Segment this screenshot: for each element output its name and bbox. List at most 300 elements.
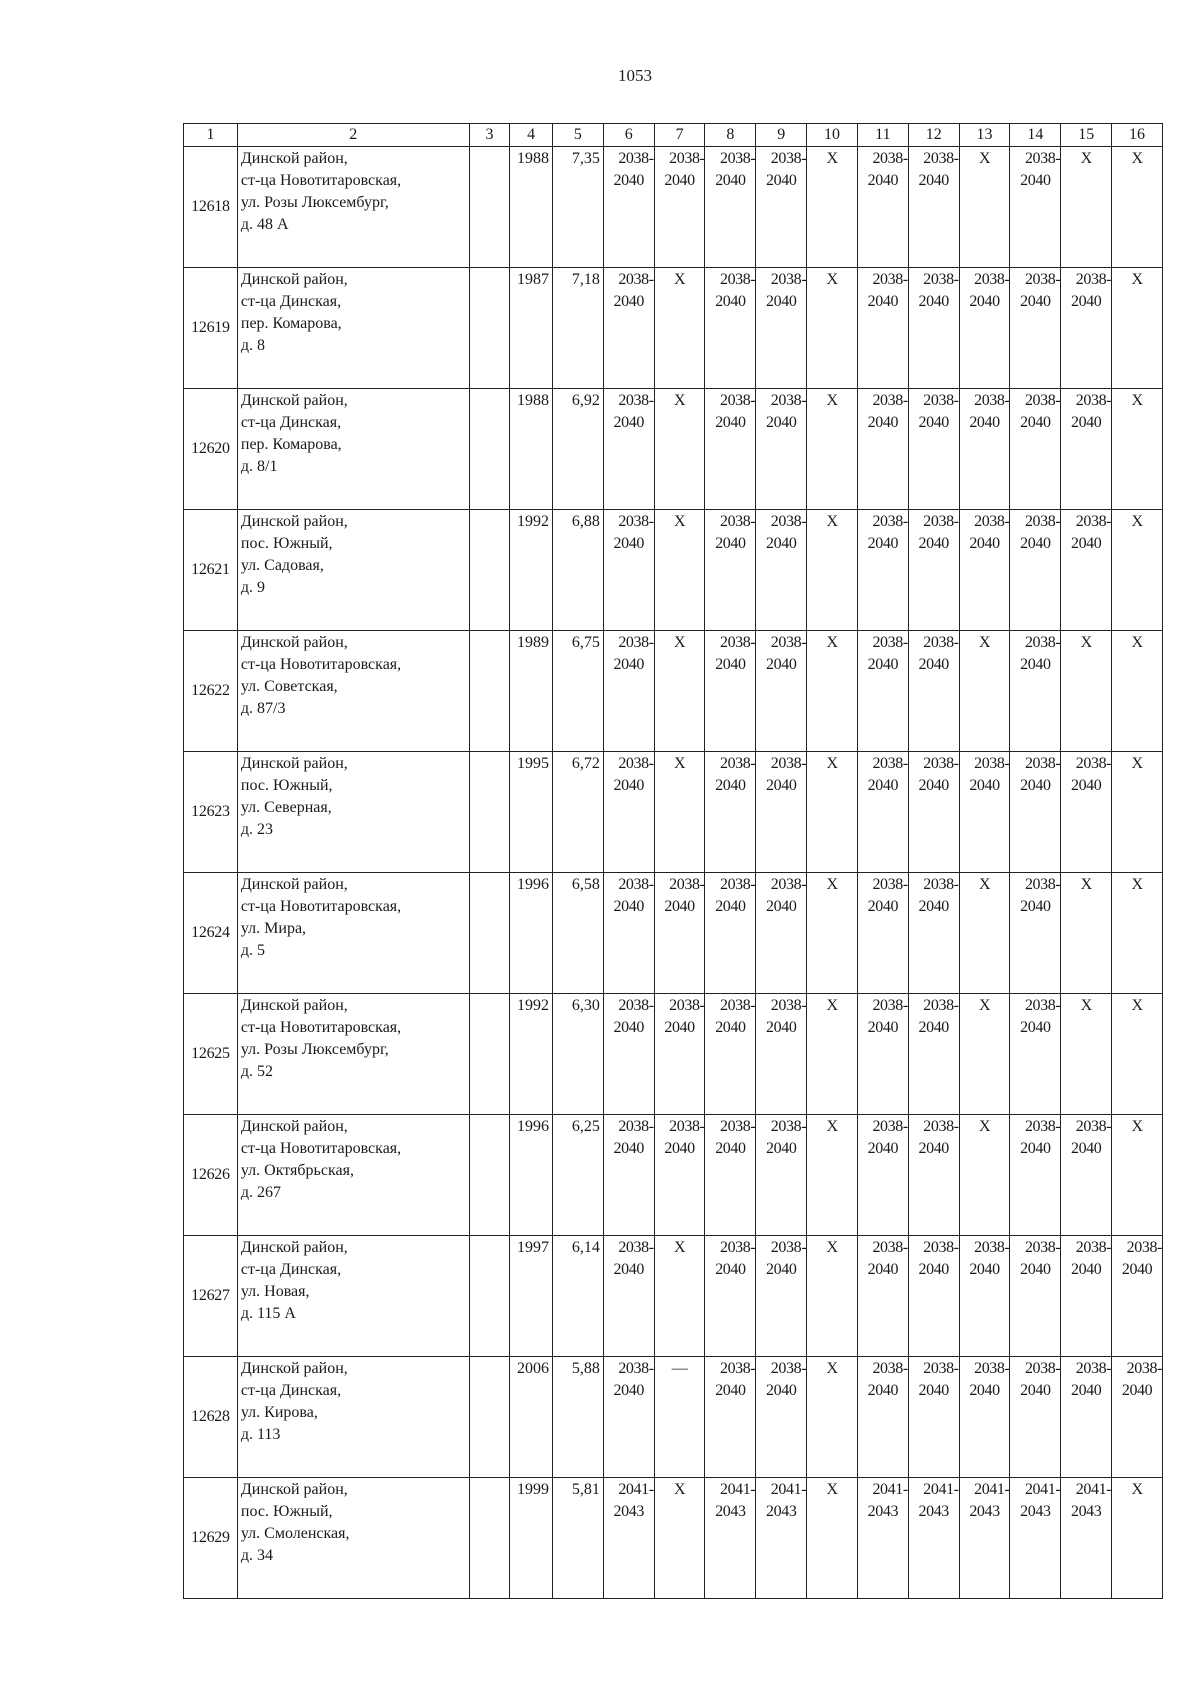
period-cell (807, 631, 858, 752)
period-end: 2040 (867, 172, 899, 189)
address-line: д. 113 (240, 1426, 281, 1443)
period-end: 2040 (613, 535, 644, 552)
period-cell (705, 873, 756, 994)
col3-cell (469, 752, 510, 873)
period-cell (654, 510, 705, 631)
period-cell (603, 1357, 654, 1478)
period-end: 2040 (867, 777, 899, 794)
period-cell (857, 147, 908, 268)
period-end: 2040 (918, 898, 949, 915)
period-start: 2041- (719, 1481, 756, 1498)
period-start: X (1080, 150, 1092, 167)
period-cell (1010, 752, 1061, 873)
period-cell (857, 1115, 908, 1236)
period-start: X (673, 634, 686, 651)
period-end: 2043 (766, 1503, 797, 1520)
period-end: 2040 (1070, 414, 1102, 431)
period-cell (1112, 147, 1163, 268)
period-start: X (1080, 876, 1092, 893)
table-row (184, 631, 1163, 752)
period-cell (908, 873, 959, 994)
area-cell: 6,72 (553, 752, 604, 873)
period-end: 2040 (867, 656, 899, 673)
period-start: 2038- (872, 271, 908, 288)
period-end: 2040 (664, 172, 695, 189)
address-line: д. 5 (240, 942, 266, 959)
period-start: 2038- (923, 271, 959, 288)
period-cell (908, 389, 959, 510)
period-cell (908, 147, 959, 268)
area-cell: 6,30 (553, 994, 604, 1115)
period-cell (756, 873, 807, 994)
address-line: д. 87/3 (240, 700, 286, 717)
period-end: 2043 (969, 1503, 1000, 1520)
period-cell (1061, 147, 1112, 268)
period-end: 2040 (766, 898, 797, 915)
period-cell (654, 752, 705, 873)
period-end: 2040 (1070, 1140, 1102, 1157)
period-start: 2041- (1075, 1481, 1112, 1498)
period-start: 2038- (1075, 513, 1112, 530)
period-end: 2040 (918, 777, 949, 794)
area-cell: 6,14 (553, 1236, 604, 1357)
address-line: ст-ца Динская, (240, 293, 342, 310)
address-cell (237, 873, 469, 994)
period-start: 2038- (1024, 1239, 1061, 1256)
period-start: 2038- (1024, 1118, 1061, 1135)
column-header: 16 (1112, 124, 1163, 147)
period-start: 2038- (1075, 1360, 1112, 1377)
year-cell: 1988 (510, 389, 553, 510)
row-number: 12629 (184, 1478, 238, 1599)
address-line: пос. Южный, (240, 777, 333, 794)
period-end: 2040 (1020, 1019, 1051, 1036)
period-start: 2038- (974, 1360, 1010, 1377)
period-start: 2038- (770, 513, 807, 530)
row-number: 12621 (184, 510, 238, 631)
period-end: 2040 (1020, 293, 1051, 310)
period-end: 2040 (715, 1261, 746, 1278)
period-start: 2038- (719, 150, 756, 167)
period-cell (1010, 631, 1061, 752)
period-cell (654, 268, 705, 389)
address-line: ул. Октябрьская, (240, 1162, 354, 1179)
table-row (184, 1236, 1163, 1357)
period-cell (654, 389, 705, 510)
period-end: 2040 (1070, 1261, 1102, 1278)
header-row (184, 124, 1163, 147)
address-line: ул. Кирова, (240, 1404, 318, 1421)
period-end: 2040 (867, 1140, 899, 1157)
period-end: 2040 (969, 777, 1000, 794)
period-start: 2038- (1024, 755, 1061, 772)
period-start: 2038- (618, 150, 654, 167)
period-cell (705, 1478, 756, 1599)
period-cell (857, 510, 908, 631)
period-cell (705, 631, 756, 752)
page-number: 1053 (618, 66, 652, 85)
period-start: X (826, 271, 838, 288)
period-cell (1010, 389, 1061, 510)
period-cell (1061, 1115, 1112, 1236)
period-start: 2038- (872, 1360, 908, 1377)
column-header: 7 (654, 124, 705, 147)
address-line: ст-ца Новотитаровская, (240, 656, 402, 673)
period-end: 2040 (867, 414, 899, 431)
table-row (184, 752, 1163, 873)
period-end: 2040 (969, 1261, 1000, 1278)
period-cell (857, 268, 908, 389)
registry-table (183, 123, 1163, 1599)
period-end: 2040 (1070, 777, 1102, 794)
period-cell (654, 1115, 705, 1236)
period-start: X (1131, 997, 1143, 1014)
period-cell (705, 752, 756, 873)
table-row (184, 1478, 1163, 1599)
table-body (184, 147, 1163, 1599)
period-end: 2040 (664, 898, 695, 915)
table-row (184, 994, 1163, 1115)
period-start: X (673, 513, 686, 530)
period-start: X (1080, 997, 1092, 1014)
period-cell (1010, 510, 1061, 631)
address-line: пер. Комарова, (240, 315, 342, 332)
period-cell (654, 1236, 705, 1357)
period-start: 2038- (669, 997, 705, 1014)
period-cell (959, 752, 1010, 873)
year-cell: 1989 (510, 631, 553, 752)
period-start: X (1131, 150, 1143, 167)
period-end: 2040 (766, 777, 797, 794)
period-end: 2040 (1020, 414, 1051, 431)
column-header: 3 (469, 124, 510, 147)
period-cell (1010, 1115, 1061, 1236)
address-line: д. 8 (240, 337, 266, 354)
period-end: 2040 (918, 1019, 949, 1036)
period-start: 2038- (1024, 876, 1061, 893)
period-start: 2038- (1075, 755, 1112, 772)
address-cell (237, 1115, 469, 1236)
table-row (184, 873, 1163, 994)
period-end: 2040 (613, 898, 644, 915)
period-cell (756, 1236, 807, 1357)
period-end: 2040 (715, 1019, 746, 1036)
period-cell (1061, 873, 1112, 994)
period-cell (756, 631, 807, 752)
year-cell: 1988 (510, 147, 553, 268)
year-cell: 1987 (510, 268, 553, 389)
address-line: ст-ца Динская, (240, 1261, 342, 1278)
period-end: 2040 (715, 535, 746, 552)
period-start: X (826, 876, 838, 893)
period-cell (705, 389, 756, 510)
period-end: 2040 (613, 293, 644, 310)
period-cell (1010, 994, 1061, 1115)
period-start: X (826, 1360, 838, 1377)
address-cell (237, 994, 469, 1115)
row-number: 12624 (184, 873, 238, 994)
column-header: 10 (807, 124, 858, 147)
period-start: X (673, 392, 686, 409)
period-start: 2038- (872, 755, 908, 772)
address-line: ст-ца Новотитаровская, (240, 172, 402, 189)
period-cell (1010, 1236, 1061, 1357)
row-number: 12622 (184, 631, 238, 752)
period-end: 2040 (918, 172, 949, 189)
col3-cell (469, 147, 510, 268)
period-start: 2038- (770, 1239, 807, 1256)
period-cell (908, 752, 959, 873)
col3-cell (469, 389, 510, 510)
col3-cell (469, 510, 510, 631)
period-end: 2040 (1070, 1382, 1102, 1399)
period-start: X (673, 1481, 686, 1498)
period-cell (857, 1478, 908, 1599)
period-start: 2038- (1024, 513, 1061, 530)
period-end: 2040 (715, 777, 746, 794)
period-start: X (826, 1118, 838, 1135)
period-start: 2038- (669, 876, 705, 893)
period-start: 2041- (872, 1481, 908, 1498)
period-cell (908, 631, 959, 752)
period-cell (603, 994, 654, 1115)
year-cell: 1999 (510, 1478, 553, 1599)
address-line: ул. Розы Люксембург, (240, 1041, 389, 1058)
address-cell (237, 1236, 469, 1357)
period-end: 2040 (766, 1140, 797, 1157)
table-row (184, 1357, 1163, 1478)
period-cell (705, 1357, 756, 1478)
period-end: 2040 (766, 656, 797, 673)
period-end: 2040 (613, 656, 644, 673)
period-cell (857, 1236, 908, 1357)
period-start: 2038- (974, 392, 1010, 409)
period-cell (1061, 268, 1112, 389)
period-cell (908, 1115, 959, 1236)
col3-cell (469, 994, 510, 1115)
period-cell (959, 268, 1010, 389)
period-cell (756, 1115, 807, 1236)
period-start: 2038- (719, 513, 756, 530)
period-start: 2038- (1024, 1360, 1061, 1377)
area-cell: 6,88 (553, 510, 604, 631)
period-start: 2038- (1075, 1118, 1112, 1135)
period-cell (959, 994, 1010, 1115)
period-cell (1061, 752, 1112, 873)
period-start: 2038- (770, 634, 807, 651)
period-end: 2040 (1020, 777, 1051, 794)
area-cell: 7,18 (553, 268, 604, 389)
table-row (184, 510, 1163, 631)
period-cell (1112, 752, 1163, 873)
period-cell (603, 268, 654, 389)
period-end: 2040 (1121, 1261, 1153, 1278)
period-cell (603, 389, 654, 510)
period-start: 2038- (669, 1118, 705, 1135)
period-end: 2040 (715, 656, 746, 673)
column-header: 1 (184, 124, 238, 147)
period-start: 2038- (923, 1239, 959, 1256)
period-cell (959, 1236, 1010, 1357)
period-start: X (826, 150, 838, 167)
period-start: 2041- (923, 1481, 959, 1498)
address-line: пос. Южный, (240, 535, 333, 552)
period-end: 2040 (613, 414, 644, 431)
address-line: д. 23 (240, 821, 274, 838)
period-end: 2040 (1020, 1382, 1051, 1399)
period-cell (908, 994, 959, 1115)
table-row (184, 389, 1163, 510)
period-start: X (673, 755, 686, 772)
period-cell (908, 1236, 959, 1357)
year-cell: 1996 (510, 1115, 553, 1236)
row-number: 12618 (184, 147, 238, 268)
period-cell (1112, 268, 1163, 389)
period-start: X (978, 150, 991, 167)
period-start: 2038- (872, 997, 908, 1014)
period-start: 2041- (770, 1481, 807, 1498)
year-cell: 1997 (510, 1236, 553, 1357)
address-line: Динской район, (240, 513, 348, 530)
period-start: X (1131, 1118, 1143, 1135)
period-end: 2040 (867, 535, 899, 552)
period-end: 2040 (613, 777, 644, 794)
period-start: X (1080, 634, 1092, 651)
period-start: X (978, 876, 991, 893)
period-start: 2038- (618, 634, 654, 651)
period-start: 2038- (719, 634, 756, 651)
column-header: 13 (959, 124, 1010, 147)
row-number: 12626 (184, 1115, 238, 1236)
col3-cell (469, 873, 510, 994)
year-cell: 1992 (510, 994, 553, 1115)
period-start: 2038- (1024, 634, 1061, 651)
period-start: 2038- (923, 392, 959, 409)
address-cell (237, 631, 469, 752)
period-cell (1061, 1357, 1112, 1478)
year-cell: 1995 (510, 752, 553, 873)
period-end: 2043 (715, 1503, 746, 1520)
row-number: 12627 (184, 1236, 238, 1357)
address-line: ул. Новая, (240, 1283, 310, 1300)
period-start: 2038- (770, 392, 807, 409)
period-end: 2040 (918, 1140, 949, 1157)
period-start: 2038- (618, 1118, 654, 1135)
period-cell (1112, 1236, 1163, 1357)
period-start: 2038- (719, 1360, 756, 1377)
period-cell (603, 631, 654, 752)
period-start: 2038- (974, 271, 1010, 288)
year-cell: 1992 (510, 510, 553, 631)
period-start: 2038- (1024, 150, 1061, 167)
row-number: 12628 (184, 1357, 238, 1478)
period-cell (603, 752, 654, 873)
period-end: 2040 (867, 898, 899, 915)
area-cell: 6,92 (553, 389, 604, 510)
address-cell (237, 389, 469, 510)
period-end: 2040 (766, 414, 797, 431)
period-start: 2038- (872, 513, 908, 530)
address-line: Динской район, (240, 1118, 348, 1135)
period-cell (807, 1236, 858, 1357)
row-number: 12620 (184, 389, 238, 510)
period-cell (603, 147, 654, 268)
period-cell (1010, 1478, 1061, 1599)
period-cell (1010, 268, 1061, 389)
period-start: — (671, 1360, 688, 1377)
period-start: 2038- (770, 1118, 807, 1135)
period-start: 2038- (872, 1118, 908, 1135)
period-start: 2038- (974, 755, 1010, 772)
period-cell (908, 268, 959, 389)
period-cell (654, 873, 705, 994)
address-line: ул. Розы Люксембург, (240, 194, 389, 211)
period-cell (857, 994, 908, 1115)
period-end: 2040 (969, 535, 1000, 552)
period-start: 2038- (719, 997, 756, 1014)
address-line: Динской район, (240, 876, 348, 893)
period-start: 2038- (1075, 271, 1112, 288)
period-cell (654, 631, 705, 752)
period-start: 2038- (770, 997, 807, 1014)
address-line: ул. Садовая, (240, 557, 324, 574)
col3-cell (469, 631, 510, 752)
address-line: ул. Смоленская, (240, 1525, 350, 1542)
period-start: 2038- (1126, 1360, 1162, 1377)
period-cell (756, 1357, 807, 1478)
period-start: 2038- (1024, 392, 1061, 409)
column-header: 12 (908, 124, 959, 147)
address-line: Динской район, (240, 1239, 348, 1256)
period-end: 2040 (1020, 898, 1051, 915)
period-cell (1112, 994, 1163, 1115)
period-end: 2043 (1020, 1503, 1051, 1520)
period-end: 2040 (766, 1261, 797, 1278)
address-cell (237, 510, 469, 631)
period-end: 2040 (918, 1382, 949, 1399)
period-cell (756, 268, 807, 389)
period-end: 2040 (715, 414, 746, 431)
column-header: 15 (1061, 124, 1112, 147)
area-cell: 6,58 (553, 873, 604, 994)
row-number: 12623 (184, 752, 238, 873)
period-end: 2040 (613, 1261, 644, 1278)
period-end: 2043 (1070, 1503, 1102, 1520)
period-start: X (826, 392, 838, 409)
period-cell (908, 1357, 959, 1478)
address-line: ст-ца Новотитаровская, (240, 1019, 402, 1036)
period-end: 2040 (1020, 172, 1051, 189)
period-cell (603, 1115, 654, 1236)
period-start: 2038- (618, 876, 654, 893)
address-line: д. 52 (240, 1063, 274, 1080)
period-cell (1112, 1115, 1163, 1236)
period-start: 2041- (974, 1481, 1010, 1498)
period-start: X (826, 1239, 838, 1256)
period-cell (857, 752, 908, 873)
address-line: ул. Мира, (240, 920, 307, 937)
period-start: 2038- (618, 271, 654, 288)
period-start: 2038- (770, 271, 807, 288)
address-line: д. 8/1 (240, 458, 278, 475)
period-cell (807, 1115, 858, 1236)
period-cell (705, 268, 756, 389)
area-cell: 7,35 (553, 147, 604, 268)
period-start: 2038- (770, 150, 807, 167)
period-end: 2040 (715, 898, 746, 915)
period-start: 2038- (923, 513, 959, 530)
period-cell (603, 1478, 654, 1599)
